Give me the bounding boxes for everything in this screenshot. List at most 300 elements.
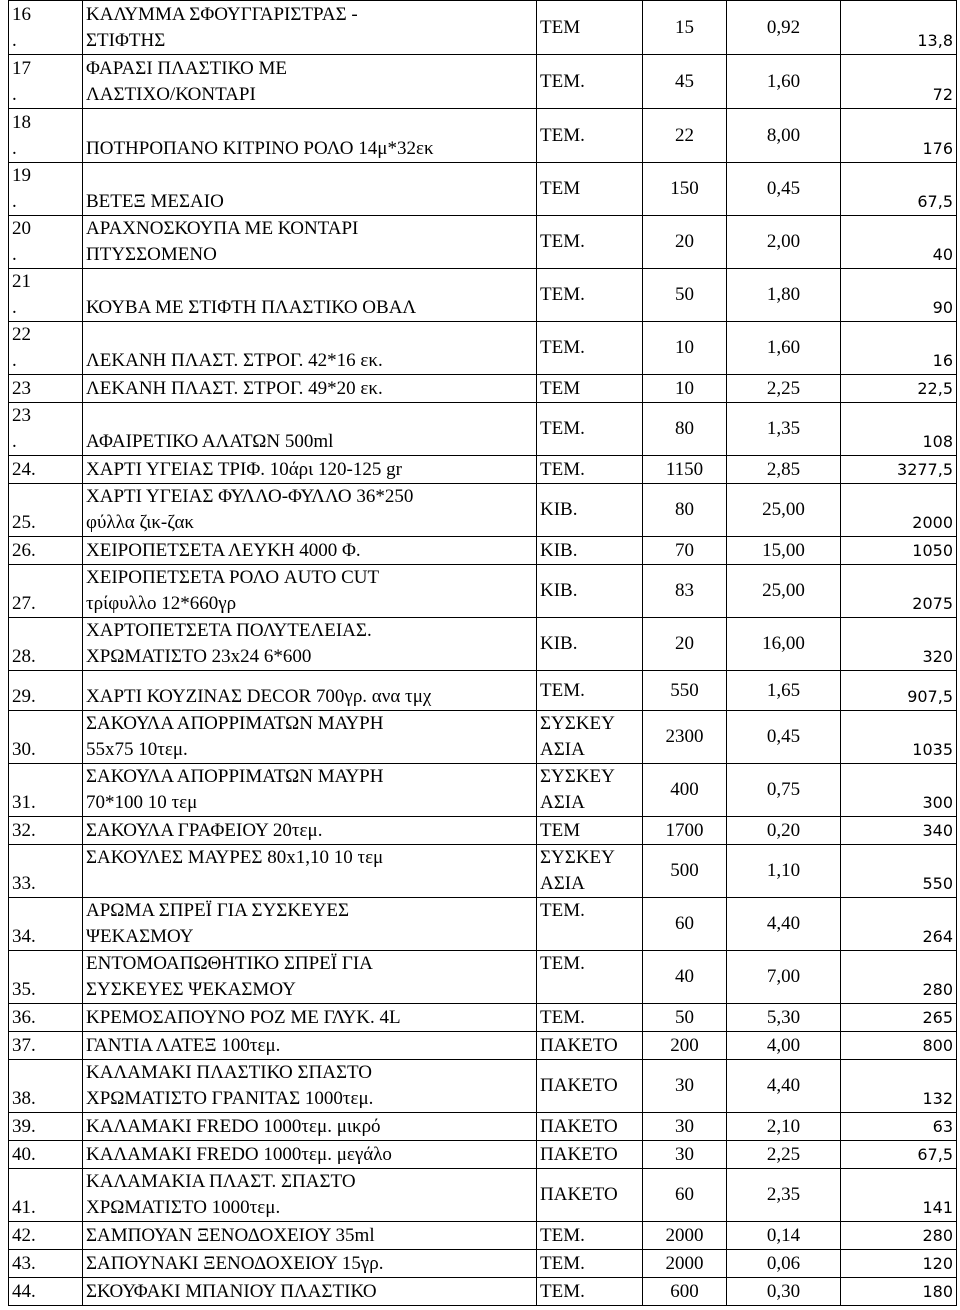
item-description-line: ΣΑΚΟΥΛΑ ΑΠΟΡΡΙΜΑΤΩΝ ΜΑΥΡΗ: [86, 713, 384, 734]
item-unit-price: 0,14: [727, 1222, 841, 1250]
item-total: 72: [841, 55, 957, 109]
item-number-line: .: [12, 30, 17, 51]
item-unit: ΚΙΒ.: [537, 484, 643, 537]
item-quantity: 45: [643, 55, 727, 109]
item-quantity: 60: [643, 1169, 727, 1222]
item-quantity: 600: [643, 1278, 727, 1306]
item-number-line: 22: [12, 324, 31, 345]
item-description: [83, 1250, 537, 1278]
item-unit: ΤΕΜ: [537, 1, 643, 55]
item-description: [83, 1169, 537, 1222]
item-number: [9, 403, 83, 456]
table-row: [9, 163, 957, 216]
item-unit: ΚΙΒ.: [537, 618, 643, 671]
item-unit-price: 5,30: [727, 1004, 841, 1032]
item-unit-price: 2,85: [727, 456, 841, 484]
item-description: [83, 845, 537, 898]
item-unit-price: 2,25: [727, 375, 841, 403]
item-total: 67,5: [841, 163, 957, 216]
item-unit: ΤΕΜ.: [537, 322, 643, 375]
table-row: [9, 375, 957, 403]
item-unit: ΤΕΜ.: [537, 55, 643, 109]
item-description-line: ΛΕΚΑΝΗ ΠΛΑΣΤ. ΣΤΡΟΓ. 42*16 εκ.: [86, 350, 383, 371]
table-row: [9, 216, 957, 269]
item-quantity: 50: [643, 269, 727, 322]
item-description-line: ΣΚΟΥΦΑΚΙ ΜΠΑΝΙΟΥ ΠΛΑΣΤΙΚΟ: [86, 1281, 377, 1302]
item-number-line: 18: [12, 112, 31, 133]
item-description-line: ΧΑΡΤΙ ΥΓΕΙΑΣ ΤΡΙΦ. 10άρι 120-125 gr: [86, 459, 402, 480]
item-number-line: 41.: [12, 1197, 36, 1218]
item-number: [9, 55, 83, 109]
item-quantity: 1700: [643, 817, 727, 845]
item-total: 907,5: [841, 671, 957, 711]
table-row: [9, 403, 957, 456]
item-total: 2000: [841, 484, 957, 537]
item-unit: ΤΕΜ.: [537, 1222, 643, 1250]
item-description: [83, 1004, 537, 1032]
item-number-line: 34.: [12, 926, 36, 947]
item-unit-price: 25,00: [727, 484, 841, 537]
item-description: [83, 898, 537, 951]
table-row: [9, 671, 957, 711]
item-number: [9, 671, 83, 711]
items-table-body: [9, 1, 957, 1306]
table-row: [9, 618, 957, 671]
item-description-line: ΛΕΚΑΝΗ ΠΛΑΣΤ. ΣΤΡΟΓ. 49*20 εκ.: [86, 378, 383, 399]
item-unit-price: 0,20: [727, 817, 841, 845]
item-unit: ΤΕΜ.: [537, 109, 643, 163]
item-number-line: 26.: [12, 540, 36, 561]
item-description: [83, 484, 537, 537]
item-number-line: .: [12, 191, 17, 212]
item-total: 1035: [841, 711, 957, 764]
item-unit-line: ΤΕΜ.: [540, 900, 585, 921]
item-unit-price: 4,40: [727, 1060, 841, 1113]
item-total: 120: [841, 1250, 957, 1278]
item-description: [83, 375, 537, 403]
item-number-line: 19: [12, 165, 31, 186]
item-number: [9, 1004, 83, 1032]
item-number: [9, 1060, 83, 1113]
item-unit-price: 1,60: [727, 55, 841, 109]
item-unit-price: 8,00: [727, 109, 841, 163]
table-row: [9, 1004, 957, 1032]
item-unit-price: 15,00: [727, 537, 841, 565]
table-row: [9, 456, 957, 484]
item-description-line: ΚΑΛΑΜΑΚΙ FREDO 1000τεμ. μικρό: [86, 1116, 381, 1137]
item-description-line: ΨΕΚΑΣΜΟΥ: [86, 926, 194, 947]
item-description: [83, 269, 537, 322]
item-description: [83, 1, 537, 55]
item-quantity: 30: [643, 1060, 727, 1113]
item-quantity: 20: [643, 618, 727, 671]
item-number: [9, 1250, 83, 1278]
item-unit-line: ΑΣΙΑ: [540, 792, 585, 813]
item-unit-line: ΤΕΜ.: [540, 953, 585, 974]
item-number: [9, 456, 83, 484]
item-unit: [537, 711, 643, 764]
table-row: [9, 1278, 957, 1306]
item-total: 800: [841, 1032, 957, 1060]
item-description: [83, 109, 537, 163]
item-number-line: [12, 845, 79, 871]
item-description-line: ΑΡΑΧΝΟΣΚΟΥΠΑ ΜΕ ΚΟΝΤΑΡΙ: [86, 218, 359, 239]
item-unit: ΤΕΜ.: [537, 216, 643, 269]
item-description: [83, 537, 537, 565]
item-unit: ΤΕΜ: [537, 817, 643, 845]
item-quantity: 22: [643, 109, 727, 163]
item-number-line: .: [12, 431, 17, 452]
item-total: 265: [841, 1004, 957, 1032]
item-quantity: 20: [643, 216, 727, 269]
item-number: [9, 269, 83, 322]
item-quantity: 80: [643, 484, 727, 537]
item-total: 300: [841, 764, 957, 817]
item-number-line: [12, 1060, 79, 1086]
item-description-line: ΚΑΛΑΜΑΚΙ ΠΛΑΣΤΙΚΟ ΣΠΑΣΤΟ: [86, 1062, 372, 1083]
item-unit-price: 0,06: [727, 1250, 841, 1278]
item-total: 280: [841, 1222, 957, 1250]
item-quantity: 400: [643, 764, 727, 817]
item-unit-price: 25,00: [727, 565, 841, 618]
item-quantity: 10: [643, 375, 727, 403]
item-description-line: 70*100 10 τεμ: [86, 792, 198, 813]
item-unit: ΤΕΜ: [537, 375, 643, 403]
item-description: [83, 671, 537, 711]
table-row: [9, 55, 957, 109]
item-number: [9, 618, 83, 671]
item-number: [9, 216, 83, 269]
item-number: [9, 484, 83, 537]
item-total: 280: [841, 951, 957, 1004]
item-description-line: ΧΑΡΤΟΠΕΤΣΕΤΑ ΠΟΛΥΤΕΛΕΙΑΣ.: [86, 620, 372, 641]
item-description-line: ΠΟΤΗΡΟΠΑΝΟ ΚΙΤΡΙΝΟ ΡΟΛΟ 14μ*32εκ: [86, 138, 434, 159]
table-row: [9, 951, 957, 1004]
item-unit-price: 0,92: [727, 1, 841, 55]
item-total: 180: [841, 1278, 957, 1306]
item-description-line: ΧΕΙΡΟΠΕΤΣΕΤΑ ΛΕΥΚΗ 4000 Φ.: [86, 540, 361, 561]
item-total: 108: [841, 403, 957, 456]
item-unit: [537, 898, 643, 951]
table-row: [9, 898, 957, 951]
item-description-line: [86, 871, 533, 897]
item-description-line: ΛΑΣΤΙΧΟ/ΚΟΝΤΑΡΙ: [86, 84, 256, 105]
item-quantity: 2000: [643, 1250, 727, 1278]
item-total: 13,8: [841, 1, 957, 55]
item-number: [9, 565, 83, 618]
item-description-line: [86, 110, 533, 136]
item-description-line: [86, 322, 533, 348]
item-unit-line: ΣΥΣΚΕΥ: [540, 713, 615, 734]
item-unit-price: 0,45: [727, 163, 841, 216]
item-number: [9, 845, 83, 898]
item-number-line: [12, 1169, 79, 1195]
item-unit-price: 7,00: [727, 951, 841, 1004]
item-unit: ΠΑΚΕΤΟ: [537, 1032, 643, 1060]
item-description-line: [86, 403, 533, 429]
item-description-line: ΣΑΚΟΥΛΑ ΓΡΑΦΕΙΟΥ 20τεμ.: [86, 820, 323, 841]
item-description-line: ΚΟΥΒΑ ΜΕ ΣΤΙΦΤΗ ΠΛΑΣΤΙΚΟ ΟΒΑΛ: [86, 297, 417, 318]
item-unit: [537, 845, 643, 898]
item-total: 16: [841, 322, 957, 375]
item-description: [83, 322, 537, 375]
item-number-line: 25.: [12, 512, 36, 533]
table-row: [9, 109, 957, 163]
item-number: [9, 898, 83, 951]
item-number-line: 29.: [12, 686, 36, 707]
item-number-line: 31.: [12, 792, 36, 813]
item-description: [83, 163, 537, 216]
item-unit-price: 16,00: [727, 618, 841, 671]
item-number-line: [12, 711, 79, 737]
item-number: [9, 375, 83, 403]
item-unit-price: 1,80: [727, 269, 841, 322]
item-quantity: 1150: [643, 456, 727, 484]
table-row: [9, 269, 957, 322]
item-number-line: 40.: [12, 1144, 36, 1165]
table-row: [9, 1113, 957, 1141]
item-number-line: .: [12, 244, 17, 265]
item-number-line: 28.: [12, 646, 36, 667]
item-number: [9, 109, 83, 163]
item-description-line: ΣΤΙΦΤΗΣ: [86, 30, 166, 51]
item-quantity: 40: [643, 951, 727, 1004]
table-row: [9, 1060, 957, 1113]
item-number: [9, 537, 83, 565]
item-description: [83, 951, 537, 1004]
item-number: [9, 163, 83, 216]
item-unit-price: 1,65: [727, 671, 841, 711]
item-unit: ΚΙΒ.: [537, 537, 643, 565]
item-number-line: 33.: [12, 873, 36, 894]
item-unit-price: 0,75: [727, 764, 841, 817]
item-number: [9, 1278, 83, 1306]
item-number: [9, 951, 83, 1004]
item-description-line: ΦΑΡΑΣΙ ΠΛΑΣΤΙΚΟ ΜΕ: [86, 58, 287, 79]
item-description-line: [86, 269, 533, 295]
item-number-line: 39.: [12, 1116, 36, 1137]
item-description: [83, 1141, 537, 1169]
item-unit: ΤΕΜ.: [537, 456, 643, 484]
item-unit: ΠΑΚΕΤΟ: [537, 1060, 643, 1113]
item-unit-line: [540, 924, 639, 950]
item-description: [83, 403, 537, 456]
item-unit-price: 2,35: [727, 1169, 841, 1222]
item-description: [83, 55, 537, 109]
item-quantity: 70: [643, 537, 727, 565]
item-description-line: τρίφυλλο 12*660γρ: [86, 593, 237, 614]
item-description: [83, 618, 537, 671]
item-number: [9, 322, 83, 375]
item-description: [83, 1113, 537, 1141]
item-number-line: 44.: [12, 1281, 36, 1302]
item-unit-price: 0,30: [727, 1278, 841, 1306]
item-number: [9, 1032, 83, 1060]
item-description-line: ΓΑΝΤΙΑ ΛΑΤΕΞ 100τεμ.: [86, 1035, 281, 1056]
item-number-line: 32.: [12, 820, 36, 841]
table-row: [9, 537, 957, 565]
item-unit: ΤΕΜ.: [537, 1250, 643, 1278]
item-total: 63: [841, 1113, 957, 1141]
item-number-line: 16: [12, 4, 31, 25]
item-quantity: 500: [643, 845, 727, 898]
item-total: 1050: [841, 537, 957, 565]
item-unit-price: 2,00: [727, 216, 841, 269]
item-number-line: .: [12, 350, 17, 371]
item-unit: [537, 764, 643, 817]
item-number-line: 27.: [12, 593, 36, 614]
item-description: [83, 711, 537, 764]
item-number-line: 42.: [12, 1225, 36, 1246]
table-row: [9, 1032, 957, 1060]
item-quantity: 150: [643, 163, 727, 216]
item-number: [9, 1169, 83, 1222]
item-number-line: 36.: [12, 1007, 36, 1028]
item-description-line: ΧΡΩΜΑΤΙΣΤΟ ΓΡΑΝΙΤΑΣ 1000τεμ.: [86, 1088, 374, 1109]
item-unit: [537, 951, 643, 1004]
item-number: [9, 1, 83, 55]
table-row: [9, 711, 957, 764]
table-row: [9, 1222, 957, 1250]
item-number-line: 38.: [12, 1088, 36, 1109]
item-unit-line: ΑΣΙΑ: [540, 873, 585, 894]
item-total: 264: [841, 898, 957, 951]
item-total: 90: [841, 269, 957, 322]
item-description-line: 55x75 10τεμ.: [86, 739, 188, 760]
item-total: 550: [841, 845, 957, 898]
item-unit: ΤΕΜ.: [537, 1278, 643, 1306]
item-unit: ΤΕΜ.: [537, 403, 643, 456]
item-description-line: ΣΑΚΟΥΛΑ ΑΠΟΡΡΙΜΑΤΩΝ ΜΑΥΡΗ: [86, 766, 384, 787]
item-unit: ΠΑΚΕΤΟ: [537, 1113, 643, 1141]
table-row: [9, 484, 957, 537]
table-row: [9, 565, 957, 618]
table-row: [9, 322, 957, 375]
item-number-line: 43.: [12, 1253, 36, 1274]
table-row: [9, 1, 957, 55]
item-total: 67,5: [841, 1141, 957, 1169]
item-description-line: ΣΑΜΠΟΥΑΝ ΞΕΝΟΔΟΧΕΙΟΥ 35ml: [86, 1225, 375, 1246]
item-description: [83, 1278, 537, 1306]
item-number-line: 23: [12, 378, 31, 399]
item-number-line: 23: [12, 405, 31, 426]
item-number-line: 24.: [12, 459, 36, 480]
item-number-line: 35.: [12, 979, 36, 1000]
item-description: [83, 216, 537, 269]
table-row: [9, 764, 957, 817]
item-description-line: ΧΡΩΜΑΤΙΣΤΟ 23x24 6*600: [86, 646, 312, 667]
item-description-line: φύλλα ζικ-ζακ: [86, 512, 194, 533]
item-number-line: 37.: [12, 1035, 36, 1056]
item-unit-line: ΑΣΙΑ: [540, 739, 585, 760]
item-unit: ΚΙΒ.: [537, 565, 643, 618]
item-unit-price: 0,45: [727, 711, 841, 764]
item-description-line: ΣΥΣΚΕΥΕΣ ΨΕΚΑΣΜΟΥ: [86, 979, 296, 1000]
item-description-line: ΑΡΩΜΑ ΣΠΡΕΪ ΓΙΑ ΣΥΣΚΕΥΕΣ: [86, 900, 350, 921]
item-quantity: 15: [643, 1, 727, 55]
item-number-line: [12, 764, 79, 790]
item-unit-price: 1,35: [727, 403, 841, 456]
item-description-line: ΒΕΤΕΞ ΜΕΣΑΙΟ: [86, 191, 224, 212]
item-quantity: 200: [643, 1032, 727, 1060]
item-total: 22,5: [841, 375, 957, 403]
item-description-line: [86, 163, 533, 189]
item-description-line: ΕΝΤΟΜΟΑΠΩΘΗΤΙΚΟ ΣΠΡΕΪ ΓΙΑ: [86, 953, 373, 974]
item-number-line: 21: [12, 271, 31, 292]
item-unit-price: 1,10: [727, 845, 841, 898]
item-unit-line: ΣΥΣΚΕΥ: [540, 766, 615, 787]
item-total: 2075: [841, 565, 957, 618]
item-quantity: 10: [643, 322, 727, 375]
item-total: 340: [841, 817, 957, 845]
table-row: [9, 845, 957, 898]
item-unit: ΤΕΜ.: [537, 671, 643, 711]
item-total: 40: [841, 216, 957, 269]
item-description: [83, 1060, 537, 1113]
item-unit: ΤΕΜ.: [537, 269, 643, 322]
item-unit: ΤΕΜ: [537, 163, 643, 216]
item-number-line: [12, 951, 79, 977]
item-quantity: 2300: [643, 711, 727, 764]
item-description-line: ΚΑΛΑΜΑΚΙΑ ΠΛΑΣΤ. ΣΠΑΣΤΟ: [86, 1171, 356, 1192]
item-description: [83, 1222, 537, 1250]
item-number-line: .: [12, 84, 17, 105]
item-number-line: 30.: [12, 739, 36, 760]
items-table: [8, 0, 957, 1306]
item-quantity: 50: [643, 1004, 727, 1032]
item-description-line: ΧΡΩΜΑΤΙΣΤΟ 1000τεμ.: [86, 1197, 281, 1218]
item-number-line: .: [12, 138, 17, 159]
item-total: 132: [841, 1060, 957, 1113]
item-number-line: [12, 898, 79, 924]
item-description: [83, 1032, 537, 1060]
item-description-line: ΠΤΥΣΣΟΜΕΝΟ: [86, 244, 217, 265]
item-quantity: 550: [643, 671, 727, 711]
item-description-line: ΚΑΛΑΜΑΚΙ FREDO 1000τεμ. μεγάλο: [86, 1144, 392, 1165]
item-description-line: ΧΕΙΡΟΠΕΤΣΕΤΑ ΡΟΛΟ AUTO CUT: [86, 567, 380, 588]
item-description-line: ΚΡΕΜΟΣΑΠΟΥΝΟ ΡΟΖ ΜΕ ΓΛΥΚ. 4L: [86, 1007, 401, 1028]
item-number-line: .: [12, 297, 17, 318]
item-unit-price: 1,60: [727, 322, 841, 375]
item-unit-price: 2,10: [727, 1113, 841, 1141]
item-description: [83, 565, 537, 618]
item-quantity: 83: [643, 565, 727, 618]
item-unit-price: 4,40: [727, 898, 841, 951]
item-total: 176: [841, 109, 957, 163]
table-row: [9, 817, 957, 845]
table-row: [9, 1169, 957, 1222]
item-quantity: 60: [643, 898, 727, 951]
item-unit-line: ΣΥΣΚΕΥ: [540, 847, 615, 868]
item-number: [9, 1113, 83, 1141]
item-description: [83, 817, 537, 845]
item-total: 320: [841, 618, 957, 671]
table-row: [9, 1141, 957, 1169]
item-total: 3277,5: [841, 456, 957, 484]
table-row: [9, 1250, 957, 1278]
item-quantity: 2000: [643, 1222, 727, 1250]
item-number-line: 20: [12, 218, 31, 239]
item-description-line: ΚΑΛΥΜΜΑ ΣΦΟΥΓΓΑΡΙΣΤΡΑΣ -: [86, 4, 358, 25]
item-unit: ΠΑΚΕΤΟ: [537, 1141, 643, 1169]
item-number: [9, 711, 83, 764]
item-total: 141: [841, 1169, 957, 1222]
item-quantity: 80: [643, 403, 727, 456]
item-quantity: 30: [643, 1113, 727, 1141]
item-description-line: ΧΑΡΤΙ ΥΓΕΙΑΣ ΦΥΛΛΟ-ΦΥΛΛΟ 36*250: [86, 486, 414, 507]
item-description: [83, 764, 537, 817]
item-number-line: 17: [12, 58, 31, 79]
